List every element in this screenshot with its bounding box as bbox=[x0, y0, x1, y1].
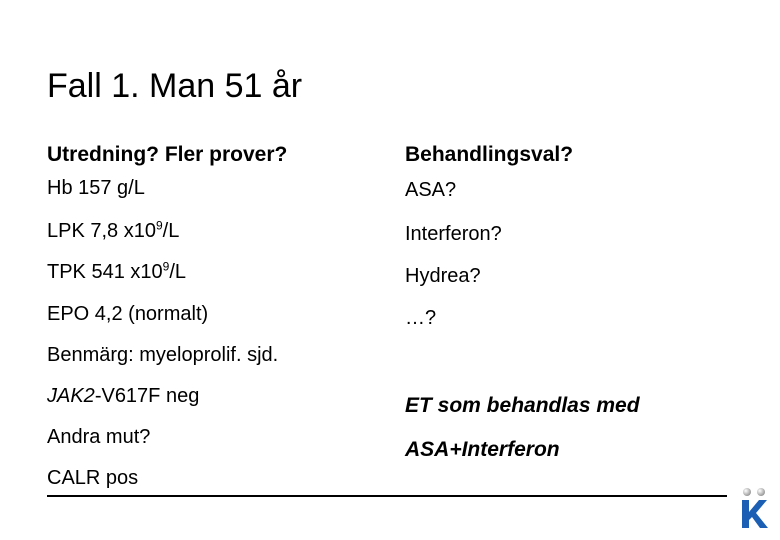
k-logo-icon bbox=[738, 486, 770, 530]
hb-value: Hb 157 g/L bbox=[47, 177, 145, 199]
logo-letter-k bbox=[742, 500, 768, 528]
tpk-value bbox=[47, 261, 186, 284]
tpk-prefix: TPK 541 x10 bbox=[47, 261, 163, 283]
right-heading: Behandlingsval? bbox=[405, 143, 574, 166]
jak2-mutation: -V617F neg bbox=[94, 385, 200, 407]
epo-value: EPO 4,2 (normalt) bbox=[47, 303, 209, 325]
treatment-option: ASA? bbox=[405, 179, 457, 201]
treatment-option: …? bbox=[405, 307, 437, 329]
logo-ball-left bbox=[743, 488, 751, 496]
slide-title: Fall 1. Man 51 år bbox=[47, 67, 303, 105]
jak2-gene: JAK2 bbox=[47, 385, 95, 407]
lpk-exponent: 9 bbox=[155, 218, 163, 233]
footer-divider bbox=[47, 495, 727, 497]
andra-mut: Andra mut? bbox=[47, 426, 151, 448]
lpk-value bbox=[47, 220, 179, 243]
treatment-option: Interferon? bbox=[405, 223, 502, 245]
benmarg-result: Benmärg: myeloprolif. sjd. bbox=[47, 344, 279, 366]
conclusion-line-2: ASA+Interferon bbox=[405, 438, 560, 461]
left-heading: Utredning? Fler prover? bbox=[47, 143, 288, 166]
lpk-prefix: LPK 7,8 x10 bbox=[47, 220, 156, 242]
conclusion-line-1: ET som behandlas med bbox=[405, 394, 640, 417]
logo-ball-right bbox=[757, 488, 765, 496]
calr-result: CALR pos bbox=[47, 467, 139, 489]
treatment-option: Hydrea? bbox=[405, 265, 481, 287]
tpk-suffix: /L bbox=[169, 261, 186, 283]
lpk-suffix: /L bbox=[162, 220, 180, 242]
jak2-result bbox=[47, 385, 199, 408]
tpk-exponent: 9 bbox=[162, 259, 170, 274]
